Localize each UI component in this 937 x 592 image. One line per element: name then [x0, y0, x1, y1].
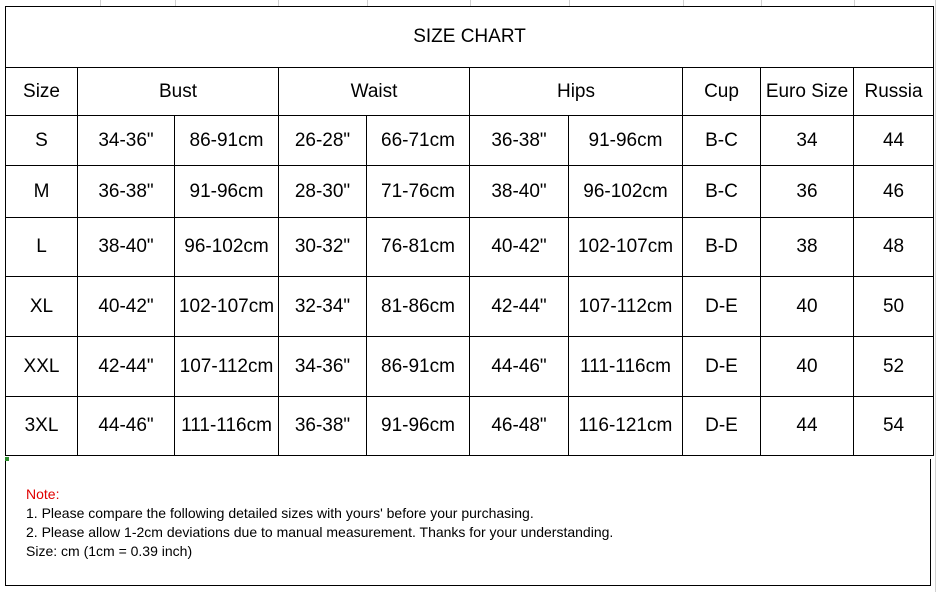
cell-bust-cm: 111-116cm [175, 397, 279, 456]
cell-cup: D-E [683, 277, 761, 337]
cell-russia: 46 [854, 166, 934, 218]
cell-waist-cm: 76-81cm [367, 218, 470, 277]
cell-waist-cm: 71-76cm [367, 166, 470, 218]
title-row [6, 7, 934, 68]
note-line-2: 2. Please allow 1-2cm deviations due to manual measurement. Thanks for your understanding. [26, 524, 614, 540]
cell-waist-cm: 66-71cm [367, 116, 470, 166]
note-line-1: 1. Please compare the following detailed sizes with yours' before your purchasing. [26, 505, 534, 521]
cell-waist-in: 28-30" [279, 166, 367, 218]
cell-size: L [6, 218, 78, 277]
cell-size: XL [6, 277, 78, 337]
cell-bust-in: 34-36" [78, 116, 175, 166]
cell-hips-cm: 111-116cm [569, 337, 683, 397]
cell-waist-in: 34-36" [279, 337, 367, 397]
cell-cup: B-C [683, 116, 761, 166]
cell-bust-in: 36-38" [78, 166, 175, 218]
cell-bust-in: 38-40" [78, 218, 175, 277]
table-row [6, 397, 934, 456]
cell-size: 3XL [6, 397, 78, 456]
cell-hips-cm: 102-107cm [569, 218, 683, 277]
cell-hips-cm: 116-121cm [569, 397, 683, 456]
cell-cup: D-E [683, 397, 761, 456]
cell-hips-cm: 96-102cm [569, 166, 683, 218]
cell-russia: 54 [854, 397, 934, 456]
header-waist: Waist [279, 68, 470, 116]
header-russia: Russia [854, 68, 934, 116]
cell-size: S [6, 116, 78, 166]
cell-russia: 44 [854, 116, 934, 166]
size-chart-table [5, 6, 934, 456]
cell-bust-cm: 102-107cm [175, 277, 279, 337]
table-row [6, 116, 934, 166]
cell-bust-in: 42-44" [78, 337, 175, 397]
cell-waist-in: 36-38" [279, 397, 367, 456]
chart-title: SIZE CHART [6, 7, 934, 68]
cell-hips-in: 42-44" [470, 277, 569, 337]
table-row [6, 218, 934, 277]
cell-size: M [6, 166, 78, 218]
cell-euro: 38 [761, 218, 854, 277]
cell-bust-cm: 96-102cm [175, 218, 279, 277]
cell-bust-cm: 91-96cm [175, 166, 279, 218]
cell-waist-cm: 91-96cm [367, 397, 470, 456]
cell-hips-in: 40-42" [470, 218, 569, 277]
header-size: Size [6, 68, 78, 116]
cell-waist-cm: 86-91cm [367, 337, 470, 397]
note-label: Note: [26, 486, 60, 502]
cell-bust-in: 44-46" [78, 397, 175, 456]
header-row [6, 68, 934, 116]
cell-bust-cm: 107-112cm [175, 337, 279, 397]
table-row [6, 337, 934, 397]
cell-hips-in: 44-46" [470, 337, 569, 397]
table-row [6, 166, 934, 218]
cell-hips-in: 38-40" [470, 166, 569, 218]
cell-bust-in: 40-42" [78, 277, 175, 337]
spreadsheet-edge [935, 0, 936, 592]
cell-russia: 50 [854, 277, 934, 337]
cell-waist-in: 32-34" [279, 277, 367, 337]
cell-hips-cm: 91-96cm [569, 116, 683, 166]
cell-euro: 34 [761, 116, 854, 166]
cell-hips-in: 36-38" [470, 116, 569, 166]
cell-waist-in: 30-32" [279, 218, 367, 277]
cell-bust-cm: 86-91cm [175, 116, 279, 166]
header-euro-size: Euro Size [761, 68, 854, 116]
header-hips: Hips [470, 68, 683, 116]
cell-cup: B-C [683, 166, 761, 218]
header-bust: Bust [78, 68, 279, 116]
note-line-3: Size: cm (1cm = 0.39 inch) [26, 543, 193, 559]
cell-cup: B-D [683, 218, 761, 277]
cell-euro: 36 [761, 166, 854, 218]
cell-size: XXL [6, 337, 78, 397]
cell-corner-marker [5, 457, 9, 461]
cell-russia: 48 [854, 218, 934, 277]
cell-hips-in: 46-48" [470, 397, 569, 456]
table-row [6, 277, 934, 337]
cell-euro: 40 [761, 277, 854, 337]
cell-cup: D-E [683, 337, 761, 397]
notes-box [5, 459, 931, 586]
cell-euro: 44 [761, 397, 854, 456]
cell-waist-in: 26-28" [279, 116, 367, 166]
cell-waist-cm: 81-86cm [367, 277, 470, 337]
header-cup: Cup [683, 68, 761, 116]
cell-hips-cm: 107-112cm [569, 277, 683, 337]
cell-euro: 40 [761, 337, 854, 397]
cell-russia: 52 [854, 337, 934, 397]
